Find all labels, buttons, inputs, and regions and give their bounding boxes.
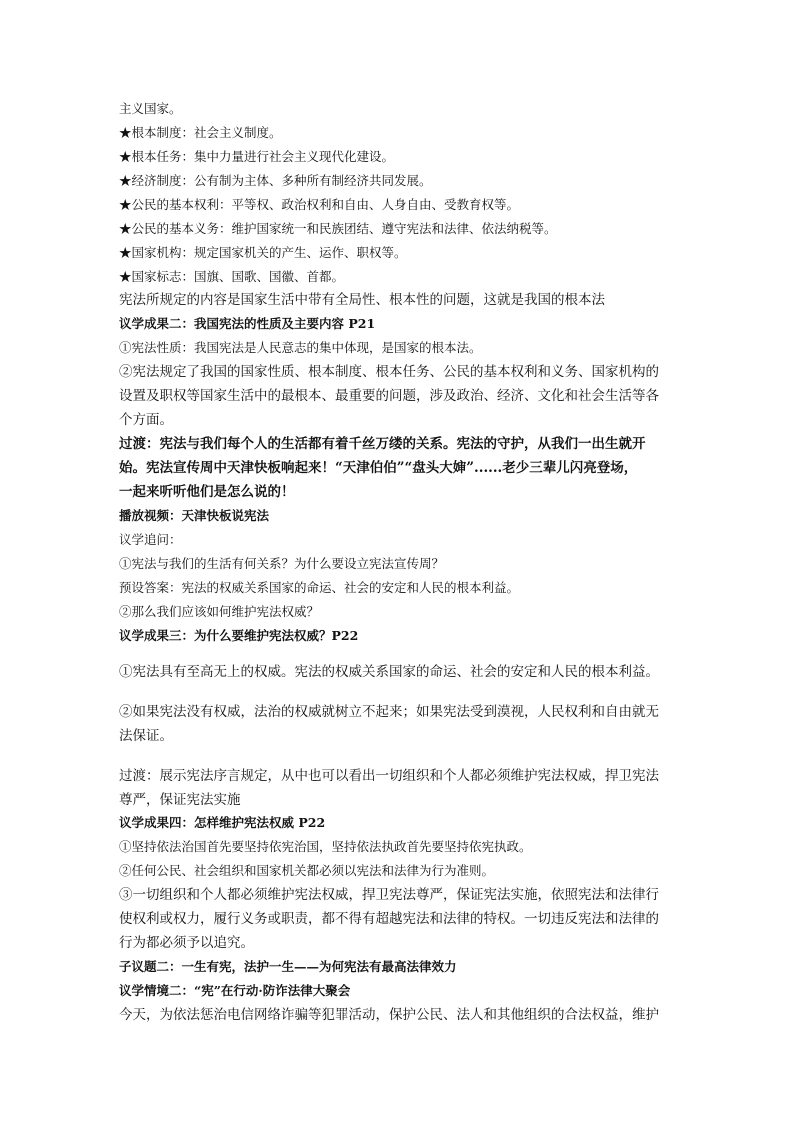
list-item: ②宪法规定了我国的国家性质、根本制度、根本任务、公民的基本权利和义务、国家机构的	[119, 364, 659, 380]
list-item: ★公民的基本义务：维护国家统一和民族团结、遵守宪法和法律、依法纳税等。	[119, 221, 557, 236]
text-line: 设置及职权等国家生活中的最根本、最重要的问题，涉及政治、经济、文化和社会生活等各	[119, 388, 659, 404]
section-heading: 议学情境二：“宪”在行动·防诈法律大聚会	[119, 983, 351, 998]
list-item: ★根本制度：社会主义制度。	[119, 125, 282, 140]
list-item: ②任何公民、社会组织和国家机关都必须以宪法和法律为行为准则。	[119, 863, 495, 878]
text-line: 个方面。	[119, 412, 173, 428]
transition-text: 一起来听听他们是怎么说的！	[119, 484, 295, 500]
list-item: ★经济制度：公有制为主体、多种所有制经济共同发展。	[119, 173, 432, 188]
transition-text: 过渡：展示宪法序言规定，从中也可以看出一切组织和个人都必须维护宪法权威，捍卫宪法	[119, 768, 659, 784]
list-item: ①坚持依法治国首先要坚持依宪治国，坚持依法执政首先要坚持依宪执政。	[119, 839, 532, 854]
text-line: 使权利或权力，履行义务或职责，都不得有超越宪法和法律的特权。一切违反宪法和法律的	[119, 911, 659, 927]
list-item: ①宪法具有至高无上的权威。宪法的权威关系国家的命运、社会的安定和人民的根本利益。	[119, 664, 659, 680]
section-heading: 议学成果二：我国宪法的性质及主要内容 P21	[119, 316, 376, 331]
section-heading: 议学成果三：为什么要维护宪法权威？P22	[119, 628, 359, 643]
list-item: ★根本任务：集中力量进行社会主义现代化建设。	[119, 149, 395, 164]
text-line: 今天，为依法惩治电信网络诈骗等犯罪活动，保护公民、法人和其他组织的合法权益，维护	[119, 1007, 659, 1023]
transition-text: 始。宪法宣传周中天津快板响起来！“天津伯伯”“盘头大婶”......老少三辈儿闪亮登场，	[119, 460, 638, 476]
list-item: ①宪法性质：我国宪法是人民意志的集中体现，是国家的根本法。	[119, 340, 482, 355]
list-item: ①宪法与我们的生活有何关系？为什么要设立宪法宣传周？	[119, 556, 445, 571]
list-item: ③一切组织和个人都必须维护宪法权威，捍卫宪法尊严，保证宪法实施，依照宪法和法律行	[119, 887, 659, 903]
text-line: 法保证。	[119, 728, 173, 744]
section-heading: 子议题二：一生有宪，法护一生——为何宪法有最高法律效力	[119, 959, 457, 974]
section-heading: 议学成果四：怎样维护宪法权威 P22	[119, 815, 326, 830]
list-item: ②如果宪法没有权威，法治的权威就树立不起来；如果宪法受到漠视，人民权利和自由就无	[119, 704, 659, 720]
text-line: 宪法所规定的内容是国家生活中带有全局性、根本性的问题，这就是我国的根本法	[119, 292, 605, 308]
list-item: ★国家机构：规定国家机关的产生、运作、职权等。	[119, 245, 407, 260]
text-line: 议学追问：	[119, 532, 182, 547]
list-item: ②那么我们应该如何维护宪法权威？	[119, 604, 320, 619]
text-line: 主义国家。	[119, 101, 182, 116]
list-item: ★公民的基本权利：平等权、政治权利和自由、人身自由、受教育权等。	[119, 197, 520, 212]
text-line: 行为都必须予以追究。	[119, 935, 254, 951]
text-line: 预设答案：宪法的权威关系国家的命运、社会的安定和人民的根本利益。	[119, 580, 520, 595]
transition-text: 过渡：宪法与我们每个人的生活都有着千丝万缕的关系。宪法的守护，从我们一出生就开	[119, 436, 646, 452]
list-item: ★国家标志：国旗、国歌、国徽、首都。	[119, 269, 345, 284]
transition-text: 尊严，保证宪法实施	[119, 792, 241, 808]
section-heading: 播放视频：天津快板说宪法	[119, 508, 270, 523]
